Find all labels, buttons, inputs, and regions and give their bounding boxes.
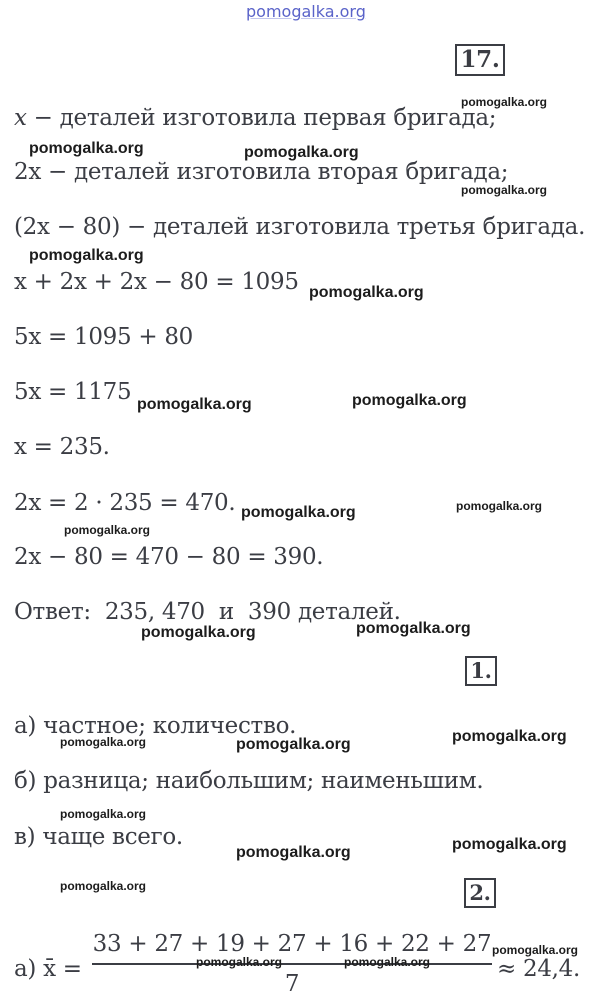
watermark: pomogalka.org <box>356 620 471 637</box>
watermark: pomogalka.org <box>60 879 147 893</box>
fraction-numerator: 33 + 27 + 19 + 27 + 16 + 22 + 27 <box>92 931 492 957</box>
watermark: pomogalka.org <box>461 95 548 109</box>
watermark: pomogalka.org <box>452 728 567 745</box>
equation-line-3: (2x − 80) − деталей изготовила третья бригада. <box>14 214 586 240</box>
line-text: − деталей изготовила вторая бригада; <box>41 159 509 185</box>
watermark: pomogalka.org <box>244 144 359 161</box>
task-number-2: 2. <box>464 878 496 908</box>
watermark: pomogalka.org <box>196 955 283 969</box>
watermark: pomogalka.org <box>60 807 147 821</box>
watermark: pomogalka.org <box>141 624 256 641</box>
watermark: pomogalka.org <box>236 736 351 753</box>
equation-line-4: x + 2x + 2x − 80 = 1095 <box>14 269 299 295</box>
watermark: pomogalka.org <box>64 523 151 537</box>
variable-x: x <box>14 105 27 131</box>
site-link[interactable]: pomogalka.org <box>246 2 366 21</box>
equation-line-5: 5x = 1095 + 80 <box>14 324 193 350</box>
fraction-bar <box>92 963 492 965</box>
watermark: pomogalka.org <box>492 943 579 957</box>
watermark: pomogalka.org <box>60 735 147 749</box>
watermark: pomogalka.org <box>236 844 351 861</box>
watermark: pomogalka.org <box>352 392 467 409</box>
task-number-1: 1. <box>465 656 497 686</box>
task-number-17: 17. <box>455 44 505 76</box>
fraction-denominator: 7 <box>284 971 300 997</box>
equation-line-2 <box>14 158 508 186</box>
mean-formula-prefix: а) x̄ = <box>14 956 82 982</box>
answer-c: в) чаще всего. <box>14 824 183 850</box>
mean-result: ≈ 24,4. <box>497 956 581 982</box>
watermark: pomogalka.org <box>344 955 431 969</box>
equation-line-7: x = 235. <box>14 434 110 460</box>
line-text: − деталей изготовила первая бригада; <box>26 105 497 131</box>
watermark: pomogalka.org <box>137 396 252 413</box>
equation-line-8: 2x = 2 · 235 = 470. <box>14 490 236 516</box>
answer-a: а) частное; количество. <box>14 713 297 739</box>
equation-line-6: 5x = 1175 <box>14 379 132 405</box>
answer-line: Ответ: 235, 470 и 390 деталей. <box>14 599 401 625</box>
watermark: pomogalka.org <box>452 836 567 853</box>
watermark: pomogalka.org <box>29 140 144 157</box>
watermark: pomogalka.org <box>309 284 424 301</box>
watermark: pomogalka.org <box>241 504 356 521</box>
equation-line-1 <box>14 104 496 132</box>
variable-2x: 2x <box>14 159 42 185</box>
answer-b: б) разница; наибольшим; наименьшим. <box>14 768 484 794</box>
equation-line-9: 2x − 80 = 470 − 80 = 390. <box>14 544 324 570</box>
watermark: pomogalka.org <box>456 499 543 513</box>
watermark: pomogalka.org <box>461 183 548 197</box>
watermark: pomogalka.org <box>29 247 144 264</box>
